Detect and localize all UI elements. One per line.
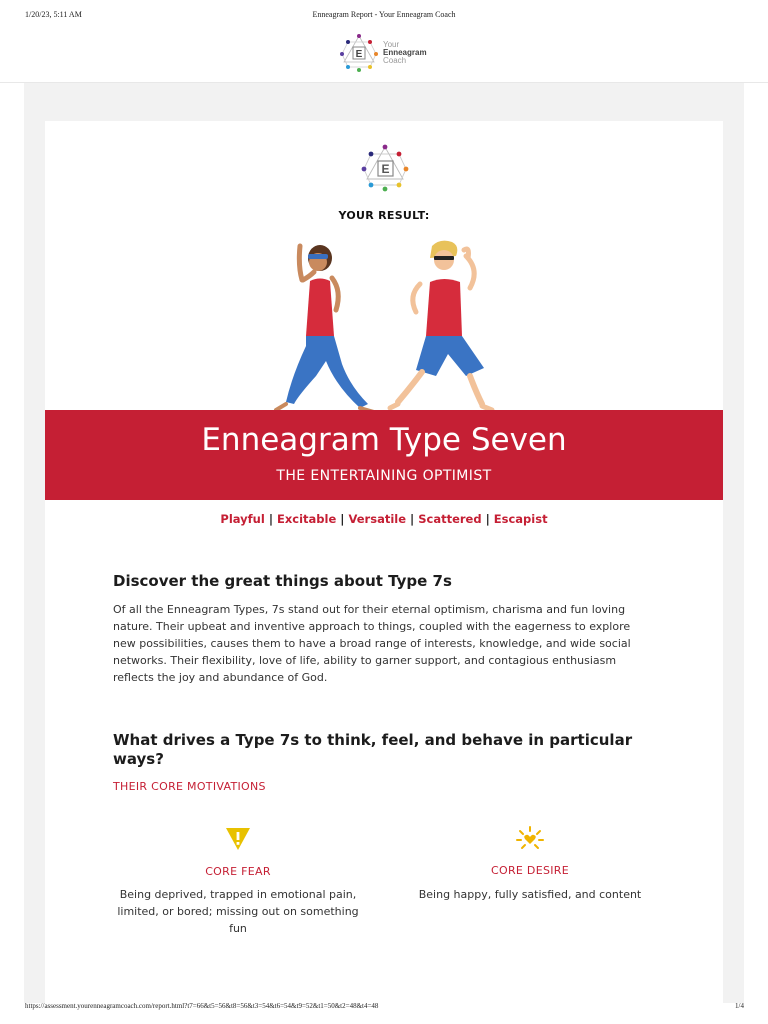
core-fear-text: Being deprived, trapped in emotional pain, limited, or bored; missing out on something fun [117,888,359,935]
trait-separator: | [340,512,345,526]
card-logo [359,142,411,194]
trait-item: Escapist [493,512,548,526]
warning-icon [224,826,252,852]
site-wordmark [383,41,427,65]
core-motivations-label: THEIR CORE MOTIVATIONS [113,780,266,793]
print-page-title: Enneagram Report - Your Enneagram Coach [312,10,456,19]
enneagram-logo-icon [359,142,411,194]
section-body-great-things: Of all the Enneagram Types, 7s stand out for their eternal optimism, charisma and fun loving nature. Their upbeat and inventive approach to things, coupled with the eagerness to explore new possibilities, causes them to have a broad range of interests, knowledge, and wide social networks. Their flexibility, love of life, ability to garner support, and contagious enthusiasm reflects the joy and abundance of God. [113,603,631,684]
site-logo[interactable] [338,32,438,74]
trait-item: Excitable [277,512,337,526]
trait-list [0,512,768,526]
print-url[interactable]: https://assessment.yourenneagramcoach.com/report.html?t7=66&t5=56&t8=56&t3=54&t6=54&t9=52&t1=50&t2=48&t4=48 [25,1002,379,1010]
wordmark-line3: Coach [383,56,407,65]
core-fear-label: CORE FEAR [205,865,271,878]
man-figure [390,241,492,410]
section-heading-great-things: Discover the great things about Type 7s [113,572,452,590]
type-seven-illustration [270,236,500,416]
svg-text:E: E [355,49,363,60]
wordmark-line2: Enneagram [383,48,427,57]
trait-item: Scattered [418,512,482,526]
type-subtitle: THE ENTERTAINING OPTIMIST [276,468,492,484]
woman-figure [276,245,374,412]
result-label: YOUR RESULT: [338,209,430,222]
print-header [0,10,768,24]
svg-text:E: E [381,162,390,176]
trait-item: Playful [220,512,265,526]
core-fear-block [108,826,368,946]
sparkle-heart-icon [516,826,544,854]
type-title: Enneagram Type Seven [201,422,567,458]
trait-separator: | [268,512,274,526]
core-desire-block [400,826,660,946]
print-footer [0,1002,768,1016]
section-heading-drives: What drives a Type 7s to think, feel, and behave in particular ways? [113,731,633,768]
core-desire-text: Being happy, fully satisfied, and content [418,888,642,901]
print-datetime: 1/20/23, 5:11 AM [25,10,82,19]
trait-item: Versatile [348,512,407,526]
print-page-number: 1/4 [735,1002,744,1010]
trait-separator: | [410,512,415,526]
core-desire-label: CORE DESIRE [491,864,569,877]
trait-separator: | [485,512,490,526]
enneagram-logo-icon [338,32,380,74]
wordmark-line1: Your [383,40,400,49]
